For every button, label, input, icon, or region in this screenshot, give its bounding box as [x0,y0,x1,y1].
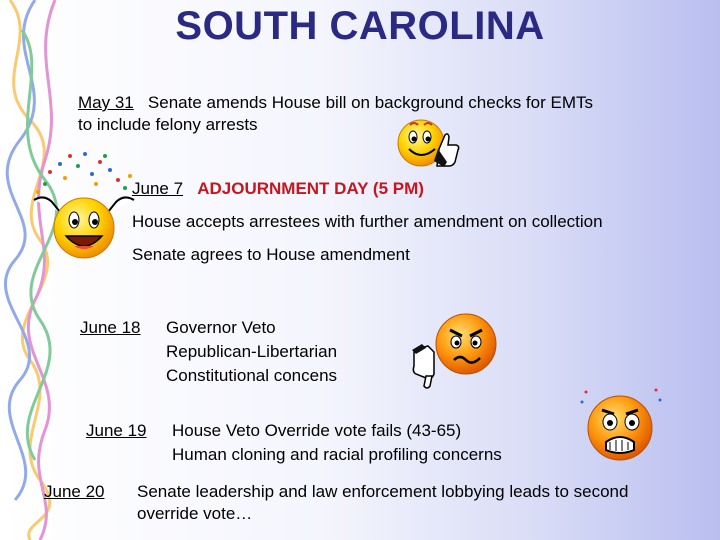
event-june18-line2: Republican-Libertarian [166,342,338,361]
page-title: SOUTH CAROLINA [175,4,545,48]
event-june19-line2: Human cloning and racial profiling concerns [172,445,502,464]
event-june18-date: June 18 [80,318,141,337]
event-june18-line1: Governor Veto [166,318,276,337]
angry-thumbs-down-smiley-icon [408,306,504,392]
thumbs-up-smiley-icon [395,113,463,171]
event-june20-line2: override vote… [137,504,253,523]
event-june7-line2: House accepts arrestees with further amendment on collection [132,212,603,231]
event-june20-line1: Senate leadership and law enforcement lobbying leads to second [137,482,629,501]
event-may31 [78,92,593,114]
shocked-smiley-icon [578,384,664,466]
event-may31-line2: to include felony arrests [78,115,258,134]
event-june19-date: June 19 [86,421,147,440]
event-date: June 7 [132,179,184,198]
decorative-streamers [0,0,70,540]
celebrating-smiley-icon [30,150,140,265]
event-june19-line1: House Veto Override vote fails (43-65) [172,421,462,440]
event-text: Senate amends House bill on background checks for EMTs [147,93,593,112]
event-june7 [132,178,424,200]
event-june7-line3: Senate agrees to House amendment [132,245,410,264]
event-june18-line3: Constitutional concens [166,366,338,385]
event-june20-date: June 20 [44,482,105,501]
event-date: May 31 [78,93,134,112]
adjournment-highlight: ADJOURNMENT DAY (5 PM) [197,179,424,198]
